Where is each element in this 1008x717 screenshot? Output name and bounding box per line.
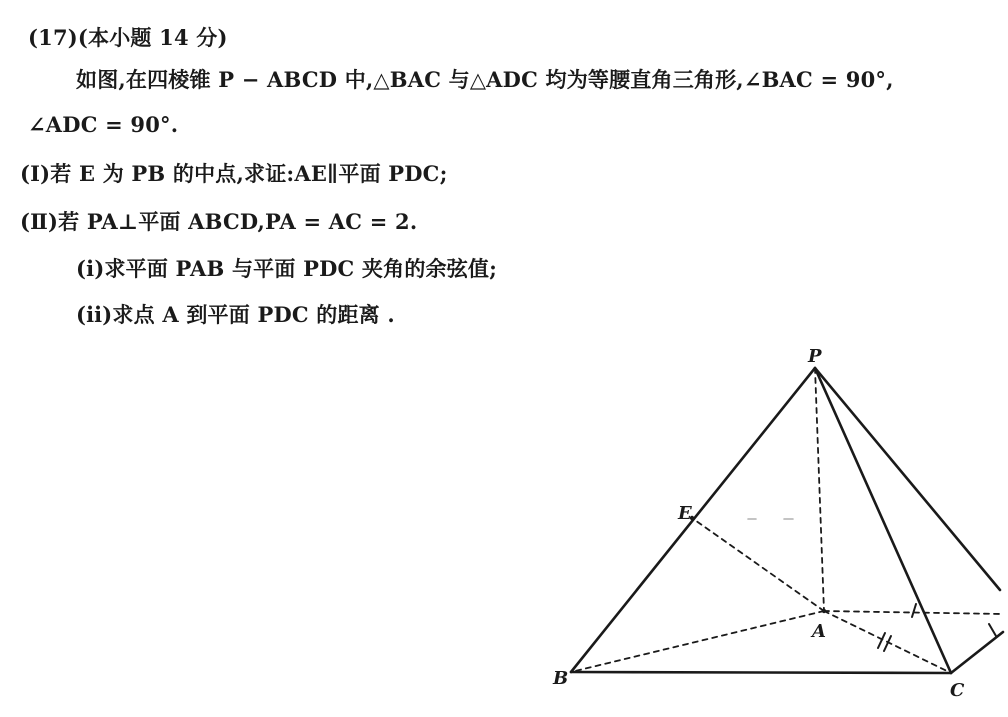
segment-AE-dashed bbox=[692, 518, 824, 611]
edge-PB bbox=[571, 368, 815, 672]
label-E: E bbox=[678, 503, 692, 524]
problem-header: (17)(本小题 14 分) bbox=[28, 25, 228, 50]
edge-PD bbox=[815, 368, 1000, 590]
tick-AD bbox=[912, 604, 916, 617]
problem-stem-line-2: ∠ADC = 90°. bbox=[28, 112, 179, 137]
edge-PC bbox=[815, 368, 951, 673]
label-C: C bbox=[950, 680, 965, 701]
edge-AB-dashed bbox=[571, 611, 824, 672]
tick-CD bbox=[989, 624, 996, 636]
label-B: B bbox=[553, 668, 569, 689]
tick-AC-1 bbox=[878, 633, 885, 648]
part-2-ii-question: (ⅱ)求点 A 到平面 PDC 的距离 . bbox=[76, 302, 395, 327]
part-2-i-question: (ⅰ)求平面 PAB 与平面 PDC 夹角的余弦值; bbox=[76, 256, 498, 281]
label-A: A bbox=[812, 621, 826, 642]
part-2-condition: (Ⅱ)若 PA⊥平面 ABCD,PA = AC = 2. bbox=[20, 209, 418, 234]
edge-PA-dashed bbox=[815, 368, 824, 611]
point-A-dot bbox=[822, 609, 826, 613]
edge-BC bbox=[571, 672, 951, 673]
edge-CD bbox=[951, 632, 1003, 673]
problem-stem-line-1: 如图,在四棱锥 P − ABCD 中,△BAC 与△ADC 均为等腰直角三角形,∠BAC = 90°, bbox=[76, 67, 894, 92]
part-1-question: (Ⅰ)若 E 为 PB 的中点,求证:AE∥平面 PDC; bbox=[20, 161, 448, 186]
label-P: P bbox=[808, 346, 822, 367]
